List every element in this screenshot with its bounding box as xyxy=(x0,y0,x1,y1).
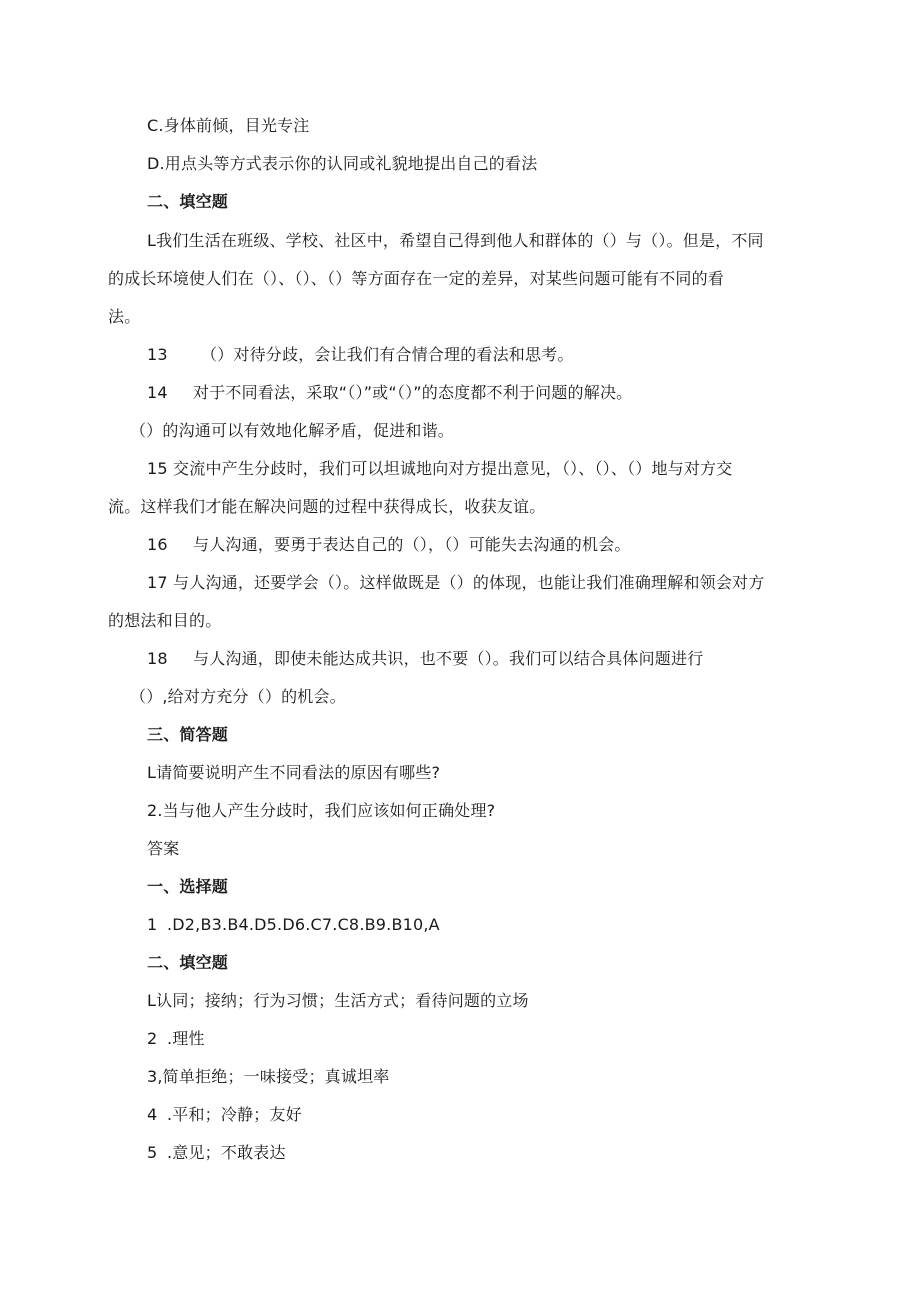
question-number: 16 xyxy=(147,535,168,554)
question-14-continuation: （）的沟通可以有效地化解矛盾，促进和谐。 xyxy=(130,421,455,440)
fill-answer-2 xyxy=(147,1028,205,1050)
question-1-line-3: 法。 xyxy=(108,307,141,326)
answer-number: 1 xyxy=(147,915,158,934)
fill-answer-5 xyxy=(147,1142,286,1164)
question-15-line-1: 15 交流中产生分歧时，我们可以坦诚地向对方提出意见，（）、（）、（）地与对方交 xyxy=(147,459,733,478)
section-heading-short-answer: 三、简答题 xyxy=(147,725,229,744)
answer-number: 4 xyxy=(147,1105,158,1124)
question-15-line-2: 流。这样我们才能在解决问题的过程中获得成长，收获友谊。 xyxy=(108,497,546,516)
fill-answer-3: 3,简单拒绝；一味接受；真诚坦率 xyxy=(147,1067,390,1086)
question-text: 对于不同看法，采取“（）”或“（）”的态度都不利于问题的解决。 xyxy=(193,383,633,402)
answer-text: .意见；不敢表达 xyxy=(167,1143,286,1162)
section-heading-fill-blank: 二、填空题 xyxy=(147,192,229,211)
answers-title: 答案 xyxy=(147,839,180,858)
answer-number: 5 xyxy=(147,1143,158,1162)
choice-answers xyxy=(147,914,440,936)
question-text: （）对待分歧，会让我们有合情合理的看法和思考。 xyxy=(201,345,574,364)
answer-text: .理性 xyxy=(167,1029,205,1048)
short-answer-2: 2.当与他人产生分歧时，我们应该如何正确处理? xyxy=(147,801,496,820)
answer-number: 2 xyxy=(147,1029,158,1048)
short-answer-1: L请简要说明产生不同看法的原因有哪些? xyxy=(147,763,441,782)
question-16 xyxy=(147,534,631,556)
section-heading-choice-answers: 一、选择题 xyxy=(147,877,229,896)
question-number: 14 xyxy=(147,383,168,402)
question-number: 18 xyxy=(147,649,168,668)
question-text: 与人沟通，要勇于表达自己的（），（）可能失去沟通的机会。 xyxy=(193,535,631,554)
question-text: 与人沟通，即使未能达成共识，也不要（）。我们可以结合具体问题进行 xyxy=(193,649,704,668)
answer-text: .平和；冷静；友好 xyxy=(167,1105,302,1124)
fill-answer-1: L认同；接纳；行为习惯；生活方式；看待问题的立场 xyxy=(147,991,529,1010)
question-1-line-2: 的成长环境使人们在（）、（）、（）等方面存在一定的差异，对某些问题可能有不同的看 xyxy=(108,269,725,288)
section-heading-fill-answers: 二、填空题 xyxy=(147,953,229,972)
question-17-line-1: 17 与人沟通，还要学会（）。这样做既是（）的体现，也能让我们准确理解和领会对方 xyxy=(147,573,765,592)
option-c: C.身体前倾，目光专注 xyxy=(147,116,310,135)
option-d: D.用点头等方式表示你的认同或礼貌地提出自己的看法 xyxy=(147,154,538,173)
question-number: 13 xyxy=(147,345,168,364)
fill-answer-4 xyxy=(147,1104,302,1126)
question-14 xyxy=(147,382,632,404)
question-13 xyxy=(147,344,574,366)
answer-text: .D2,B3.B4.D5.D6.C7.C8.B9.B10,A xyxy=(167,915,440,934)
question-18 xyxy=(147,648,703,670)
question-1-line-1: L我们生活在班级、学校、社区中，希望自己得到他人和群体的（）与（）。但是，不同 xyxy=(147,231,764,250)
question-17-line-2: 的想法和目的。 xyxy=(108,611,222,630)
question-18-continuation: （）,给对方充分（）的机会。 xyxy=(130,687,346,706)
